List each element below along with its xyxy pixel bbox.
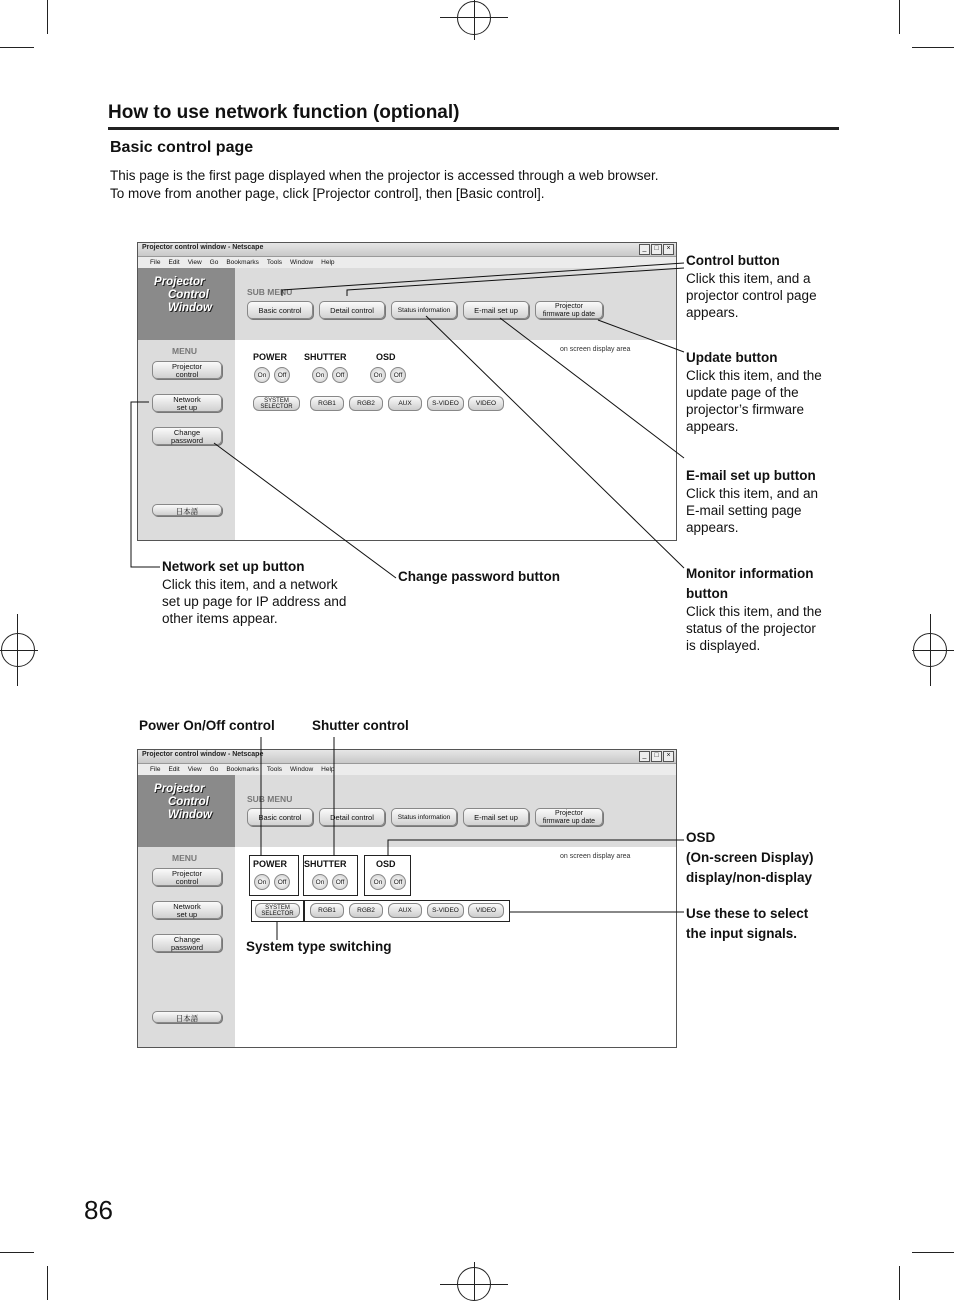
callout-line: projector control page	[686, 288, 817, 303]
maximize-icon[interactable]: □	[651, 751, 662, 762]
status-information-button[interactable]: Status information	[391, 808, 457, 826]
power-on-button[interactable]: On	[254, 367, 270, 383]
callout-line: Click this item, and the	[686, 368, 822, 383]
menu-edit[interactable]: Edit	[168, 259, 180, 266]
change-password-button[interactable]	[152, 427, 222, 445]
osd-on-button[interactable]: On	[370, 367, 386, 383]
callout-line: projector’s firmware	[686, 402, 805, 417]
intro-line: To move from another page, click [Projector control], then [Basic control].	[110, 186, 545, 201]
menu-pane	[138, 847, 235, 1047]
shutter-label: SHUTTER	[304, 859, 347, 869]
button-line: Change	[173, 428, 201, 437]
window-titlebar	[138, 243, 676, 257]
window-controls	[639, 244, 674, 255]
page-number: 86	[84, 1195, 113, 1225]
callout-title	[686, 828, 814, 888]
menu-window[interactable]: Window	[290, 259, 314, 266]
callout-line: OSD	[686, 830, 716, 845]
menu-edit[interactable]: Edit	[168, 766, 180, 773]
basic-control-button[interactable]: Basic control	[247, 301, 313, 319]
button-line: Change	[173, 935, 201, 944]
page-title: How to use network function (optional)	[108, 102, 460, 123]
submenu-label: SUB MENU	[247, 287, 293, 297]
rgb2-button[interactable]: RGB2	[349, 903, 383, 918]
menu-pane	[138, 340, 235, 540]
crop-mark	[0, 47, 34, 48]
callout-line: is displayed.	[686, 638, 761, 653]
detail-control-button[interactable]: Detail control	[319, 808, 385, 826]
window-titlebar	[138, 750, 676, 764]
crop-mark	[47, 0, 48, 34]
osd-area-label: on screen display area	[560, 346, 631, 353]
maximize-icon[interactable]: □	[651, 244, 662, 255]
email-setup-button[interactable]: E-mail set up	[463, 301, 529, 319]
callout-line: (On-screen Display)	[686, 850, 814, 865]
submenu-label: SUB MENU	[247, 794, 293, 804]
callout-text	[686, 485, 818, 536]
callout-line: status of the projector	[686, 621, 816, 636]
rgb2-button[interactable]: RGB2	[349, 396, 383, 411]
button-line: password	[170, 436, 204, 445]
firmware-button-line: firmware up date	[542, 818, 596, 825]
callout-line: Monitor information	[686, 566, 814, 581]
japanese-language-button[interactable]: 日本語	[152, 1011, 222, 1023]
callout-text	[686, 367, 822, 435]
network-setup-button[interactable]	[152, 394, 222, 412]
button-line: set up	[176, 910, 198, 919]
aux-button[interactable]: AUX	[388, 396, 422, 411]
button-line: SELECTOR	[260, 404, 293, 410]
callout-line: E-mail setting page	[686, 503, 802, 518]
osd-area-label: on screen display area	[560, 853, 631, 860]
menu-go[interactable]: Go	[209, 766, 219, 773]
firmware-button-line: firmware up date	[542, 311, 596, 318]
system-selector-button[interactable]	[253, 396, 300, 411]
menu-help[interactable]: Help	[321, 766, 335, 773]
window-title: Projector control window - Netscape	[142, 244, 264, 251]
button-line: Network	[173, 395, 201, 404]
menu-bookmarks[interactable]: Bookmarks	[226, 259, 259, 266]
power-off-button[interactable]: Off	[274, 367, 290, 383]
rgb1-button[interactable]: RGB1	[310, 903, 344, 918]
callout-title	[686, 564, 813, 604]
osd-label: OSD	[376, 352, 396, 362]
shutter-off-button[interactable]: Off	[332, 367, 348, 383]
callout-text	[686, 270, 817, 321]
app-logo	[154, 783, 212, 822]
button-line: control	[175, 370, 199, 379]
svideo-button[interactable]: S-VIDEO	[427, 903, 464, 918]
button-line: Network	[173, 902, 201, 911]
power-on-button[interactable]: On	[254, 874, 270, 890]
shutter-on-button[interactable]: On	[312, 367, 328, 383]
menu-tools[interactable]: Tools	[266, 766, 283, 773]
callout-title: Control button	[686, 253, 780, 268]
button-line: SELECTOR	[261, 911, 294, 917]
browser-screenshot-bottom	[137, 749, 677, 1048]
menu-help[interactable]: Help	[321, 259, 335, 266]
crop-mark	[899, 0, 900, 34]
crop-mark	[899, 1266, 900, 1300]
logo-pane	[138, 775, 235, 847]
callout-line: appears.	[686, 305, 739, 320]
shutter-off-button[interactable]: Off	[332, 874, 348, 890]
intro-line: This page is the first page displayed when the projector is accessed through a web browser.	[110, 168, 659, 183]
callout-line: button	[686, 586, 728, 601]
registration-mark	[0, 650, 38, 651]
callout-line: display/non-display	[686, 870, 813, 885]
menu-file[interactable]: File	[150, 259, 161, 266]
menu-bookmarks[interactable]: Bookmarks	[226, 766, 259, 773]
callout-title: Network set up button	[162, 559, 305, 574]
menu-go[interactable]: Go	[209, 259, 219, 266]
osd-on-button[interactable]: On	[370, 874, 386, 890]
button-line: SYSTEM	[265, 905, 290, 911]
crop-mark	[912, 47, 954, 48]
crop-mark	[47, 1266, 48, 1300]
callout-title: Power On/Off control	[139, 718, 275, 733]
menu-view[interactable]: View	[187, 259, 202, 266]
intro-text	[110, 167, 730, 203]
button-line: Projector	[171, 362, 202, 371]
button-line: control	[175, 877, 199, 886]
power-off-button[interactable]: Off	[274, 874, 290, 890]
callout-line: Use these to select	[686, 906, 809, 921]
callout-title: System type switching	[246, 939, 392, 954]
minimize-icon[interactable]: _	[639, 244, 650, 255]
callout-text	[162, 576, 346, 627]
aux-button[interactable]: AUX	[388, 903, 422, 918]
callout-line: Click this item, and an	[686, 486, 819, 501]
button-line: Projector	[171, 869, 202, 878]
projector-control-button[interactable]	[152, 361, 222, 379]
power-label: POWER	[253, 352, 288, 362]
close-icon[interactable]: ×	[663, 244, 674, 255]
registration-mark	[474, 0, 475, 40]
shutter-label: SHUTTER	[304, 352, 347, 362]
title-rule	[108, 127, 839, 130]
callout-line: set up page for IP address and	[162, 594, 347, 609]
crop-mark	[0, 1252, 34, 1253]
callout-title: Shutter control	[312, 718, 409, 733]
logo-line: Projector	[154, 783, 205, 795]
callout-line: appears.	[686, 419, 739, 434]
submenu-pane	[235, 775, 676, 847]
menu-window[interactable]: Window	[290, 766, 314, 773]
button-line: SYSTEM	[264, 398, 289, 404]
menu-tools[interactable]: Tools	[266, 259, 283, 266]
window-title: Projector control window - Netscape	[142, 751, 264, 758]
browser-screenshot-top	[137, 242, 677, 541]
osd-off-button[interactable]: Off	[390, 367, 406, 383]
callout-line: the input signals.	[686, 926, 798, 941]
callout-line: Click this item, and the	[686, 604, 822, 619]
status-information-button[interactable]: Status information	[391, 301, 457, 319]
callout-title: Change password button	[398, 569, 560, 584]
svideo-button[interactable]: S-VIDEO	[427, 396, 464, 411]
logo-line: Control	[168, 796, 209, 808]
firmware-button-line: Projector	[554, 810, 583, 817]
japanese-language-button[interactable]: 日本語	[152, 504, 222, 516]
callout-line: Click this item, and a network	[162, 577, 338, 592]
close-icon[interactable]: ×	[663, 751, 674, 762]
logo-line: Projector	[154, 276, 205, 288]
registration-mark	[912, 650, 954, 651]
callout-line: appears.	[686, 520, 739, 535]
callout-line: update page of the	[686, 385, 799, 400]
logo-line: Control	[168, 289, 209, 301]
detail-control-button[interactable]: Detail control	[319, 301, 385, 319]
crop-mark	[912, 1252, 954, 1253]
callout-title: E-mail set up button	[686, 468, 816, 483]
logo-line: Window	[168, 302, 212, 314]
callout-text	[686, 603, 822, 654]
video-button[interactable]: VIDEO	[468, 396, 504, 411]
menu-view[interactable]: View	[187, 766, 202, 773]
submenu-pane	[235, 268, 676, 340]
window-controls	[639, 751, 674, 762]
system-selector-button[interactable]	[255, 903, 300, 918]
logo-line: Window	[168, 809, 212, 821]
registration-mark	[474, 1262, 475, 1300]
logo-pane	[138, 268, 235, 340]
basic-control-button[interactable]: Basic control	[247, 808, 313, 826]
osd-label: OSD	[376, 859, 396, 869]
control-content	[235, 340, 676, 540]
callout-line: other items appear.	[162, 611, 278, 626]
menu-file[interactable]: File	[150, 766, 161, 773]
menu-label: MENU	[172, 346, 198, 356]
email-setup-button[interactable]: E-mail set up	[463, 808, 529, 826]
button-line: set up	[176, 403, 198, 412]
network-setup-button[interactable]	[152, 901, 222, 919]
button-line: password	[170, 943, 204, 952]
projector-control-button[interactable]	[152, 868, 222, 886]
firmware-update-button[interactable]	[535, 301, 603, 319]
firmware-update-button[interactable]	[535, 808, 603, 826]
video-button[interactable]: VIDEO	[468, 903, 504, 918]
power-label: POWER	[253, 859, 288, 869]
callout-title: Update button	[686, 350, 778, 365]
change-password-button[interactable]	[152, 934, 222, 952]
firmware-button-line: Projector	[554, 303, 583, 310]
menu-label: MENU	[172, 853, 198, 863]
shutter-on-button[interactable]: On	[312, 874, 328, 890]
callout-line: Click this item, and a	[686, 271, 811, 286]
registration-mark	[440, 17, 508, 18]
minimize-icon[interactable]: _	[639, 751, 650, 762]
rgb1-button[interactable]: RGB1	[310, 396, 344, 411]
section-heading: Basic control page	[110, 139, 254, 156]
osd-off-button[interactable]: Off	[390, 874, 406, 890]
callout-title	[686, 904, 808, 944]
registration-mark	[440, 1284, 508, 1285]
app-logo	[154, 276, 212, 315]
